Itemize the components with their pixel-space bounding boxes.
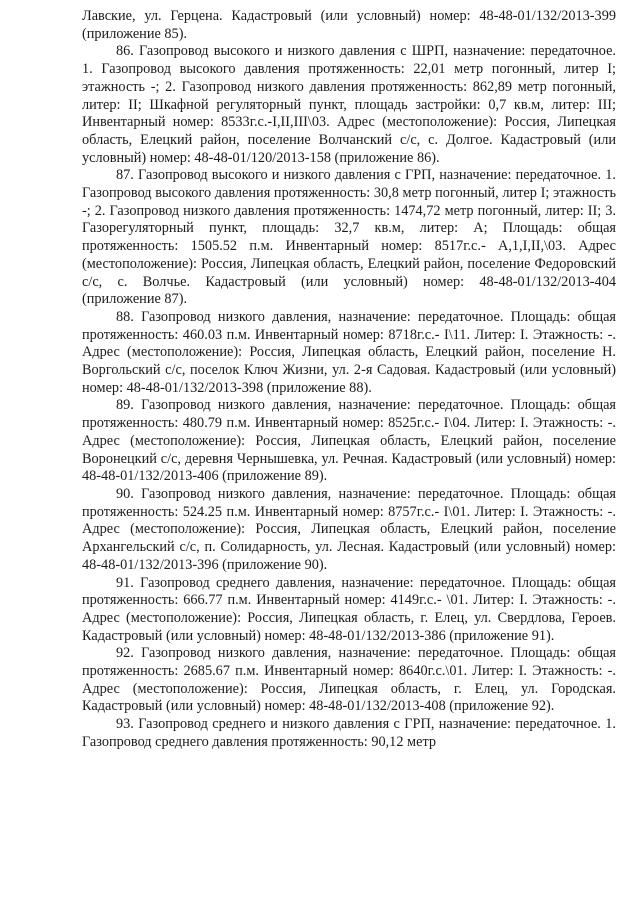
paragraph-item-92: 92. Газопровод низкого давления, назначение: передаточное. Площадь: общая протяженность: 2685.67 п.м. Инвентарный номер: 8640г.с.\01. Литер: I. Этажность: -. Адрес (местоположение): Россия, Липецкая область, г. Елец, ул. Городская. Кадастровый (или условный) номер: 48-48-01/132/2013-408 (приложение 92). (82, 645, 616, 715)
paragraph-continuation: Лавские, ул. Герцена. Кадастровый (или условный) номер: 48-48-01/132/2013-399 (приложение 85). (82, 8, 616, 42)
paragraph-item-88: 88. Газопровод низкого давления, назначение: передаточное. Площадь: общая протяженность: 460.03 п.м. Инвентарный номер: 8718г.с.- I\11. Литер: I. Этажность: -. Адрес (местоположение): Россия, Липецкая область, Елецкий район, поселение Н. Воргольский с/с, поселок Ключ Жизни, ул. 2-я Садовая. Кадастровый (или условный) номер: 48-48-01/132/2013-398 (приложение 88). (82, 308, 616, 396)
paragraph-item-86: 86. Газопровод высокого и низкого давления с ШРП, назначение: передаточное. 1. Газопровод высокого давления протяженность: 22,01 метр погонный, литер I; этажность -; 2. Газопровод низкого давления протяженность: 862,89 метр погонный, литер: II; Шкафной регуляторный пункт, площадь застройки: 0,7 кв.м, литер: III; Инвентарный номер: 8533г.с.-I,II,III\03. Адрес (местоположение): Россия, Липецкая область, Елецкий район, поселение Волчанский с/с, с. Долгое. Кадастровый (или условный) номер: 48-48-01/120/2013-158 (приложение 86). (82, 43, 616, 166)
paragraph-item-90: 90. Газопровод низкого давления, назначение: передаточное. Площадь: общая протяженность: 524.25 п.м. Инвентарный номер: 8757г.с.- I\01. Литер: I. Этажность: -. Адрес (местоположение): Россия, Липецкая область, Елецкий район, поселение Архангельский с/с, п. Солидарность, ул. Лесная. Кадастровый (или условный) номер: 48-48-01/132/2013-396 (приложение 90). (82, 485, 616, 573)
paragraph-item-87: 87. Газопровод высокого и низкого давления с ГРП, назначение: передаточное. 1. Газопровод высокого давления протяженность: 30,8 метр погонный, литер I; этажность -; 2. Газопровод низкого давления протяженность: 1474,72 метр погонный, литер: II; 3. Газорегуляторный пункт, площадь: 32,7 кв.м, литер: А; Площадь: общая протяженность: 1505.52 п.м. Инвентарный номер: 8517г.с.- А,1,I,II,\03. Адрес (местоположение): Россия, Липецкая область, Елецкий район, поселение Федоровский с/с, с. Волчье. Кадастровый (или условный) номер: 48-48-01/132/2013-404 (приложение 87). (82, 167, 616, 308)
paragraph-item-93: 93. Газопровод среднего и низкого давления с ГРП, назначение: передаточное. 1. Газопровод среднего давления протяженность: 90,12 метр (82, 716, 616, 750)
paragraph-item-89: 89. Газопровод низкого давления, назначение: передаточное. Площадь: общая протяженность: 480.79 п.м. Инвентарный номер: 8525г.с.- I\04. Литер: I. Этажность: -. Адрес (местоположение): Россия, Липецкая область, Елецкий район, поселение Воронецкий с/с, деревня Чернышевка, ул. Речная. Кадастровый (или условный) номер: 48-48-01/132/2013-406 (приложение 89). (82, 397, 616, 485)
paragraph-item-91: 91. Газопровод среднего давления, назначение: передаточное. Площадь: общая протяженность: 666.77 п.м. Инвентарный номер: 4149г.с.- \01. Литер: I. Этажность: -. Адрес (местоположение): Россия, Липецкая область, г. Елец, ул. Свердлова, Героев. Кадастровый (или условный) номер: 48-48-01/132/2013-386 (приложение 91). (82, 574, 616, 644)
